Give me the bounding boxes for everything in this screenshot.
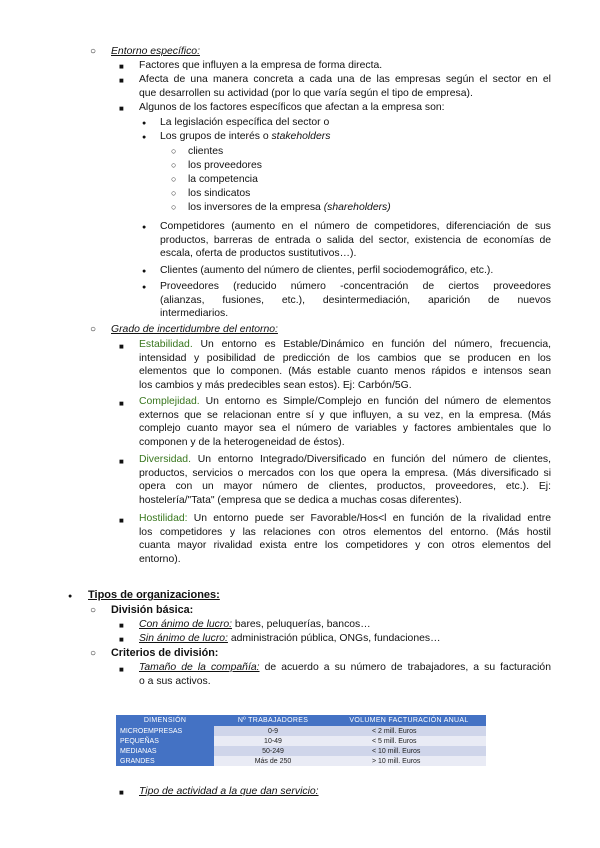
table-row bbox=[116, 756, 486, 766]
bullet-circle: ○ bbox=[171, 202, 177, 212]
item-hostilidad bbox=[139, 512, 551, 566]
table-header: DIMENSIÓN bbox=[116, 715, 214, 726]
text-line: que desarrollen su actividad (por lo que varía según el tipo de empresa). bbox=[139, 87, 473, 99]
stakeholder-item: los proveedores bbox=[188, 160, 262, 171]
factor-legislacion: La legislación específica del sector o bbox=[160, 117, 330, 128]
item-factores-directos: Factores que influyen a la empresa de forma directa. bbox=[139, 60, 383, 71]
text-line: complejo cuanto mayor sea el número de variables y factores ambientales que lo bbox=[139, 423, 551, 434]
table-cell: 0-9 bbox=[214, 726, 332, 736]
item-tipo-actividad: Tipo de actividad a la que dan servicio: bbox=[139, 786, 319, 797]
item-complejidad bbox=[139, 395, 551, 449]
heading-tipos-organizaciones: Tipos de organizaciones: bbox=[88, 589, 220, 601]
term-hostilidad: Hostilidad: bbox=[139, 513, 188, 524]
bullet-dot: ● bbox=[68, 593, 73, 600]
text-span: los inversores de la empresa bbox=[188, 202, 324, 213]
text-line bbox=[139, 338, 551, 352]
table-cell: MEDIANAS bbox=[116, 746, 214, 756]
bullet-square: ■ bbox=[119, 516, 124, 525]
bullet-circle: ○ bbox=[171, 188, 177, 198]
bullet-square: ■ bbox=[119, 399, 124, 408]
bullet-square: ■ bbox=[119, 76, 124, 85]
text-line: Afecta de una manera concreta a cada una de las empresas según el sector en el bbox=[139, 74, 551, 85]
item-con-animo bbox=[139, 618, 371, 632]
bullet-dot: ● bbox=[142, 224, 147, 231]
text-line: intermediarios. bbox=[160, 308, 229, 319]
stakeholder-item: los sindicatos bbox=[188, 188, 251, 199]
bullet-circle: ○ bbox=[90, 324, 97, 335]
term-diversidad: Diversidad. bbox=[139, 454, 191, 465]
item-sin-animo bbox=[139, 632, 440, 646]
bullet-dot: ● bbox=[142, 134, 147, 141]
item-afecta-concreta bbox=[139, 73, 551, 100]
table-cell: < 2 mill. Euros bbox=[332, 726, 486, 736]
bullet-circle: ○ bbox=[90, 648, 97, 659]
text-line: intensidad y posibilidad de predicción de los cambios que se producen en los bbox=[139, 352, 551, 364]
table-cell: > 10 mill. Euros bbox=[332, 756, 486, 766]
text-line: los cambios y más predecibles sean estos). Ej: Carbón/5G. bbox=[139, 379, 412, 391]
text-line: hostelería/"Tata" (empresa que se dedica a muchas cosas diferentes). bbox=[139, 494, 462, 506]
text-line: componen y de la heterogeneidad de éstos). bbox=[139, 436, 345, 448]
dimension-table bbox=[116, 715, 486, 766]
heading-criterios-division: Criterios de división: bbox=[111, 647, 219, 659]
bullet-square: ■ bbox=[119, 457, 124, 466]
stakeholder-inversores bbox=[188, 201, 391, 215]
bullet-circle: ○ bbox=[171, 146, 177, 156]
bullet-square: ■ bbox=[119, 62, 124, 71]
text-line: los competidores y las relaciones con otros elementos del entorno. (Más hostil bbox=[139, 526, 551, 538]
text-span: bares, peluquerías, bancos… bbox=[232, 619, 371, 630]
text-line: cuanta mayor rivalidad exista entre los competidores y con otros elementos del bbox=[139, 540, 551, 551]
bullet-square: ■ bbox=[119, 104, 124, 113]
text-span: Un entorno es Simple/Complejo en función del número de elementos bbox=[199, 396, 551, 407]
text-span: Tamaño de la compañía: bbox=[139, 662, 260, 673]
factor-grupos-interes bbox=[160, 130, 330, 144]
text-span: Los grupos de interés o bbox=[160, 131, 272, 142]
text-line: productos, barreras de entrada o salida del sector, existencia de economías de bbox=[160, 234, 551, 246]
text-span: Un entorno puede ser Favorable/Hos<l en función de la rivalidad entre bbox=[187, 513, 551, 524]
text-line: productos, servicios o mercados con los que opera la empresa. (Más diversificado si bbox=[139, 467, 551, 479]
bullet-circle: ○ bbox=[171, 160, 177, 170]
table-header: Nº TRABAJADORES bbox=[214, 715, 332, 726]
text-line: opera con un mayor número de clientes, productos, proveedores, etc.). Ej: bbox=[139, 481, 551, 492]
heading-entorno-especifico: Entorno específico: bbox=[111, 46, 200, 57]
bullet-dot: ● bbox=[142, 120, 147, 127]
text-line bbox=[139, 453, 551, 467]
factor-competidores bbox=[160, 220, 551, 261]
text-span: de acuerdo a su número de trabajadores, a su facturación bbox=[259, 662, 551, 673]
bullet-square: ■ bbox=[119, 665, 124, 674]
item-estabilidad bbox=[139, 338, 551, 392]
text-line: (alianzas, fusiones, etc.), desintermediación, aparición de nuevos bbox=[160, 294, 551, 306]
table-header: VOLUMEN FACTURACIÓN ANUAL bbox=[332, 715, 486, 726]
factor-proveedores bbox=[160, 280, 551, 321]
text-span: Sin ánimo de lucro: bbox=[139, 633, 228, 644]
table-cell: PEQUEÑAS bbox=[116, 736, 214, 746]
heading-division-basica: División básica: bbox=[111, 604, 194, 616]
term-complejidad: Complejidad. bbox=[139, 396, 200, 407]
text-span: stakeholders bbox=[271, 131, 331, 142]
text-span: administración pública, ONGs, fundaciones… bbox=[227, 633, 441, 644]
bullet-circle: ○ bbox=[171, 174, 177, 184]
text-line: elementos que lo componen. (Más estable cuanto menos rápidos e intensos sean bbox=[139, 366, 551, 377]
text-line bbox=[139, 395, 551, 409]
table-cell: Más de 250 bbox=[214, 756, 332, 766]
bullet-dot: ● bbox=[142, 284, 147, 291]
bullet-circle: ○ bbox=[90, 605, 97, 616]
text-line: Proveedores (reducido número -concentración de ciertos proveedores bbox=[160, 281, 551, 292]
table-cell: 10-49 bbox=[214, 736, 332, 746]
item-diversidad bbox=[139, 453, 551, 507]
text-span: Con ánimo de lucro: bbox=[139, 619, 232, 630]
bullet-circle: ○ bbox=[90, 46, 97, 57]
table-cell: < 5 mill. Euros bbox=[332, 736, 486, 746]
stakeholder-item: la competencia bbox=[188, 174, 258, 185]
heading-grado-incertidumbre: Grado de incertidumbre del entorno: bbox=[111, 324, 278, 335]
bullet-square: ■ bbox=[119, 635, 124, 644]
table-cell: MICROEMPRESAS bbox=[116, 726, 214, 736]
text-line: o a sus activos. bbox=[139, 675, 211, 687]
text-line: entorno). bbox=[139, 553, 181, 565]
text-line bbox=[139, 661, 551, 675]
factor-clientes: Clientes (aumento del número de clientes, perfil sociodemográfico, etc.). bbox=[160, 265, 494, 276]
text-line: Competidores (aumento en el número de competidores, diferenciación de sus bbox=[160, 221, 551, 232]
text-line bbox=[139, 512, 551, 526]
item-tamano-compania bbox=[139, 661, 551, 688]
bullet-dot: ● bbox=[142, 268, 147, 275]
bullet-square: ■ bbox=[119, 621, 124, 630]
bullet-square: ■ bbox=[119, 788, 124, 797]
table-row bbox=[116, 726, 486, 736]
text-line: escala, oferta de productos sustitutivos…). bbox=[160, 248, 357, 259]
text-span: Un entorno es Estable/Dinámico en función del número, frecuencia, bbox=[192, 339, 551, 350]
term-estabilidad: Estabilidad. bbox=[139, 339, 193, 350]
table-cell: < 10 mill. Euros bbox=[332, 746, 486, 756]
table-header-row bbox=[116, 715, 486, 726]
text-line: externos que se relacionan entre sí y que influyen, a su vez, en la empresa. (Más bbox=[139, 409, 551, 421]
item-algunos-factores: Algunos de los factores específicos que afectan a la empresa son: bbox=[139, 102, 445, 113]
table-row bbox=[116, 736, 486, 746]
table-cell: 50-249 bbox=[214, 746, 332, 756]
text-span: Un entorno Integrado/Diversificado en función del número de clientes, bbox=[190, 454, 551, 465]
table-row bbox=[116, 746, 486, 756]
stakeholder-item: clientes bbox=[188, 146, 224, 157]
text-span: (shareholders) bbox=[323, 202, 391, 213]
bullet-square: ■ bbox=[119, 342, 124, 351]
table-cell: GRANDES bbox=[116, 756, 214, 766]
